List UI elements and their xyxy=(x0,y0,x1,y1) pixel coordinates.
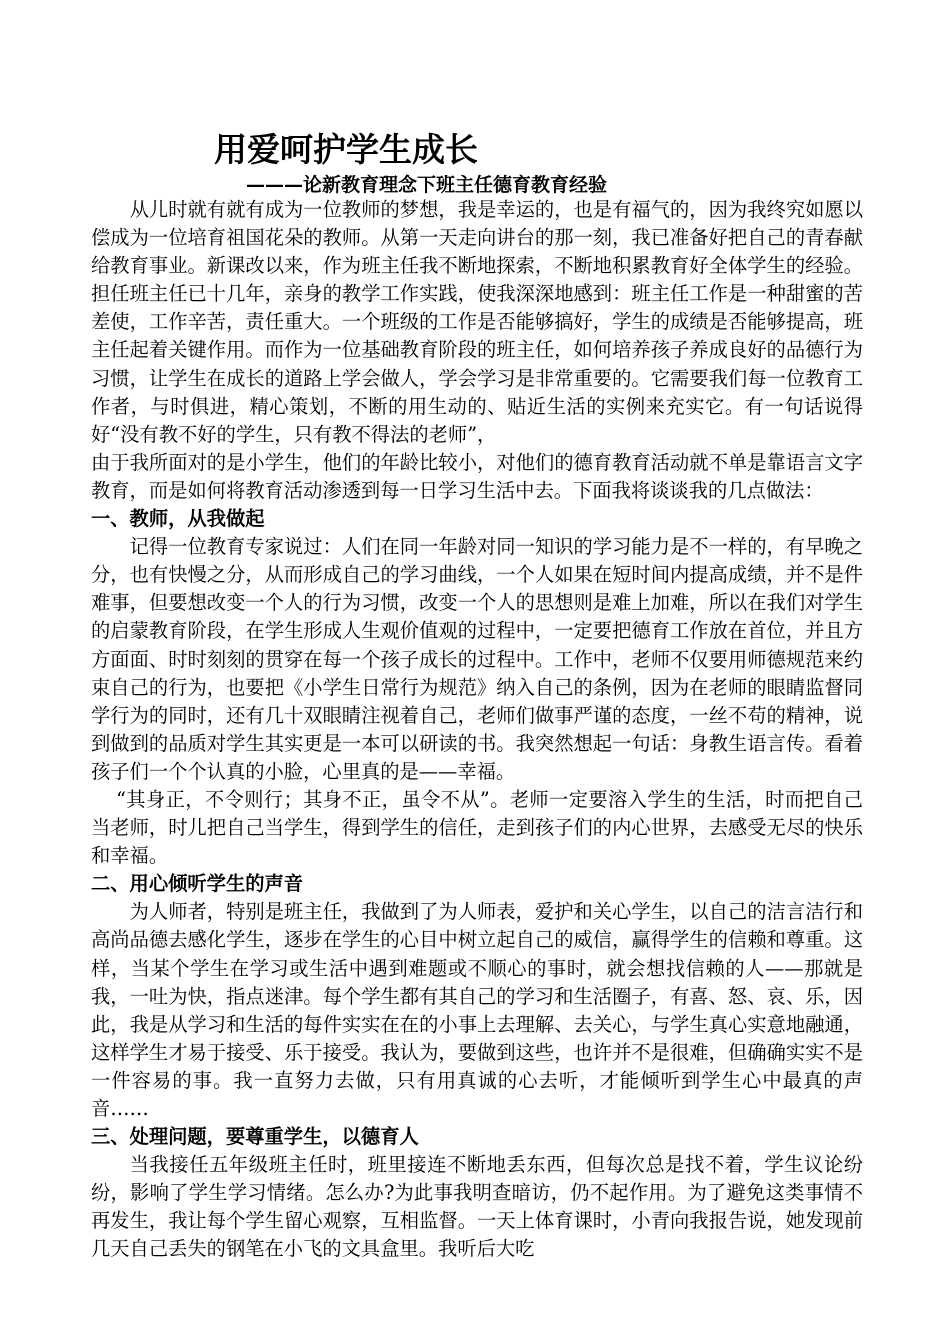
section-1-paragraph-1: 记得一位教育专家说过：人们在同一年龄对同一知识的学习能力是不一样的，有早晚之分，也有快慢之分，从而形成自己的学习曲线，一个人如果在短时间内提高成绩，并不是件难事，但要想改变一个人的行为习惯，改变一个人的思想则是难上加难，所以在我们对学生的启蒙教育阶段，在学生形成人生观价值观的过程中，一定要把德育工作放在首位，并且方方面面、时时刻刻的贯穿在每一个孩子成长的过程中。工作中，老师不仅要用师德规范来约束自己的行为，也要把《小学生日常行为规范》纳入自己的条例，因为在老师的眼睛监督同学行为的同时，还有几十双眼睛注视着自己，老师们做事严谨的态度，一丝不苟的精神，说到做到的品质对学生其实更是一本可以研读的书。我突然想起一句话：身教生语言传。看着孩子们一个个认真的小脸，心里真的是——幸福。 xyxy=(91,535,863,783)
section-2-paragraph-1: 为人师者，特别是班主任，我做到了为人师表，爱护和关心学生，以自己的洁言洁行和高尚品德去感化学生，逐步在学生的心目中树立起自己的威信，赢得学生的信赖和尊重。这样，当某个学生在学习或生活中遇到难题或不顺心的事时，就会想找信赖的人——那就是我，一吐为快，指点迷津。每个学生都有其自己的学习和生活圈子，有喜、怒、哀、乐，因此，我是从学习和生活的每件实实在在的小事上去理解、去关心，与学生真心实意地融通，这样学生才易于接受、乐于接受。我认为，要做到这些，也许并不是很难，但确确实实不是一件容易的事。我一直努力去做，只有用真诚的心去听，才能倾听到学生心中最真的声音…… xyxy=(91,900,863,1120)
section-3-paragraph-1: 当我接任五年级班主任时，班里接连不断地丢东西，但每次总是找不着，学生议论纷纷，影响了学生学习情绪。怎么办?为此事我明查暗访，仍不起作用。为了避免这类事情不再发生，我让每个学生留心观察，互相监督。一天上体育课时，小青向我报告说，她发现前几天自己丢失的钢笔在小飞的文具盒里。我听后大吃 xyxy=(91,1153,863,1261)
section-1-paragraph-2: “其身正，不令则行；其身不正，虽令不从”。老师一定要溶入学生的生活，时而把自己当老师，时儿把自己当学生，得到学生的信任，走到孩子们的内心世界，去感受无尽的快乐和幸福。 xyxy=(91,787,863,868)
document-subtitle: ———论新教育理念下班主任德育教育经验 xyxy=(246,174,608,196)
intro-paragraph-1: 从儿时就有就有成为一位教师的梦想，我是幸运的，也是有福气的，因为我终究如愿以偿成为一位培育祖国花朵的教师。从第一天走向讲台的那一刻，我已准备好把自己的青春献给教育事业。新课改以来，作为班主任我不断地探索，不断地积累教育好全体学生的经验。担任班主任已十几年，亲身的教学工作实践，使我深深地感到：班主任工作是一种甜蜜的苦差使，工作辛苦，责任重大。一个班级的工作是否能够搞好，学生的成绩是否能够提高，班主任起着关键作用。而作为一位基础教育阶段的班主任，如何培养孩子养成良好的品德行为习惯，让学生在成长的道路上学会做人，学会学习是非常重要的。它需要我们每一位教育工作者，与时俱进，精心策划，不断的用生动的、贴近生活的实例来充实它。有一句话说得好“没有教不好的学生，只有教不得法的老师”， xyxy=(91,198,863,446)
document-title: 用爱呵护学生成长 xyxy=(214,130,478,169)
section-heading-3: 三、处理问题，要尊重学生，以德育人 xyxy=(91,1125,419,1149)
intro-paragraph-2: 由于我所面对的是小学生，他们的年龄比较小，对他们的德育教育活动就不单是靠语言文字教育，而是如何将教育活动渗透到每一日学习生活中去。下面我将谈谈我的几点做法： xyxy=(91,450,863,502)
section-heading-2: 二、用心倾听学生的声音 xyxy=(91,872,304,896)
document-body xyxy=(91,196,863,1264)
section-heading-1: 一、教师，从我做起 xyxy=(91,507,265,531)
